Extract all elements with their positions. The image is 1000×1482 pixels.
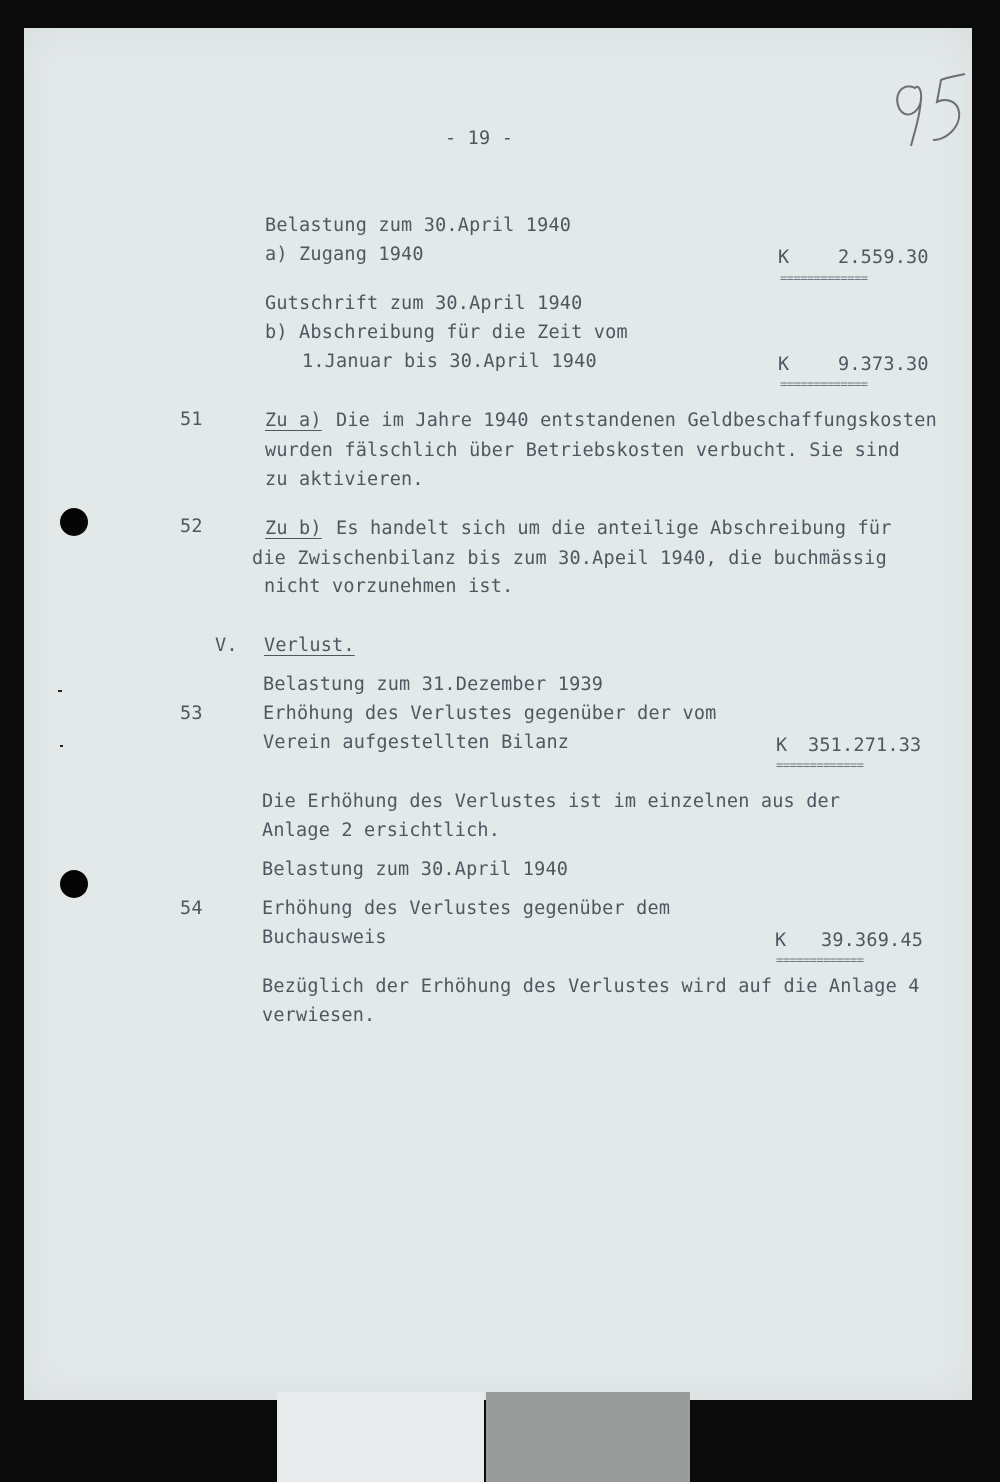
punch-hole-top	[60, 508, 88, 536]
currency-symbol: K	[775, 930, 787, 951]
belastung-dezember: Belastung zum 31.Dezember 1939	[263, 674, 604, 695]
double-underline: =============	[780, 377, 868, 391]
note1-line2: Anlage 2 ersichtlich.	[262, 820, 501, 841]
currency-symbol: K	[778, 247, 790, 268]
paragraph-number-53: 53	[180, 703, 203, 724]
handwritten-folio-95	[885, 68, 975, 153]
currency-symbol: K	[778, 354, 790, 375]
para53-amount: 351.271.33	[808, 735, 922, 756]
belastung-april: Belastung zum 30.April 1940	[262, 859, 569, 880]
abschreibung-period: 1.Januar bis 30.April 1940	[302, 351, 597, 372]
punch-hole-bottom	[60, 870, 88, 898]
double-underline: =============	[776, 953, 864, 967]
paragraph-number-52: 52	[180, 516, 203, 537]
para51-line3: zu aktivieren.	[265, 469, 424, 490]
para54-line1: Erhöhung des Verlustes gegenüber dem	[262, 898, 671, 919]
para54-amount: 39.369.45	[821, 930, 924, 951]
margin-mark	[60, 745, 63, 747]
para52-line2: die Zwischenbilanz bis zum 30.Apeil 1940, die buchmässig	[252, 548, 887, 569]
note1-line1: Die Erhöhung des Verlustes ist im einzelnen aus der	[262, 791, 841, 812]
zugang-amount: 2.559.30	[838, 247, 929, 268]
abschreibung-amount: 9.373.30	[838, 354, 929, 375]
page-number: - 19 -	[445, 128, 514, 149]
note2-line2: verwiesen.	[262, 1005, 376, 1026]
section-title-verlust: Verlust.	[264, 635, 355, 656]
para54-line2: Buchausweis	[262, 927, 387, 948]
note2-line1: Bezüglich der Erhöhung des Verlustes wird auf die Anlage 4	[262, 976, 920, 997]
para53-line2: Verein aufgestellten Bilanz	[263, 732, 570, 753]
belastung-heading: Belastung zum 30.April 1940	[265, 215, 572, 236]
para51-line1: Die im Jahre 1940 entstandenen Geldbeschaffungskosten	[336, 410, 937, 431]
double-underline: =============	[776, 758, 864, 772]
currency-symbol: K	[776, 735, 788, 756]
double-underline: =============	[780, 271, 868, 285]
abschreibung-label: b) Abschreibung für die Zeit vom	[265, 322, 628, 343]
para52-line3: nicht vorzunehmen ist.	[264, 576, 514, 597]
para53-line1: Erhöhung des Verlustes gegenüber der vom	[263, 703, 717, 724]
para52-line1: Es handelt sich um die anteilige Abschreibung für	[336, 518, 892, 539]
zugang-label: a) Zugang 1940	[265, 244, 424, 265]
section-roman-numeral: V.	[215, 635, 238, 656]
reference-zu-a: Zu a)	[265, 410, 322, 431]
paragraph-number-54: 54	[180, 898, 203, 919]
para51-line2: wurden fälschlich über Betriebskosten verbucht. Sie sind	[265, 440, 900, 461]
margin-mark	[58, 690, 62, 692]
gutschrift-heading: Gutschrift zum 30.April 1940	[265, 293, 583, 314]
calibration-strip-gray	[486, 1392, 690, 1482]
calibration-strip-light	[277, 1392, 484, 1482]
reference-zu-b: Zu b)	[265, 518, 322, 539]
paragraph-number-51: 51	[180, 409, 203, 430]
